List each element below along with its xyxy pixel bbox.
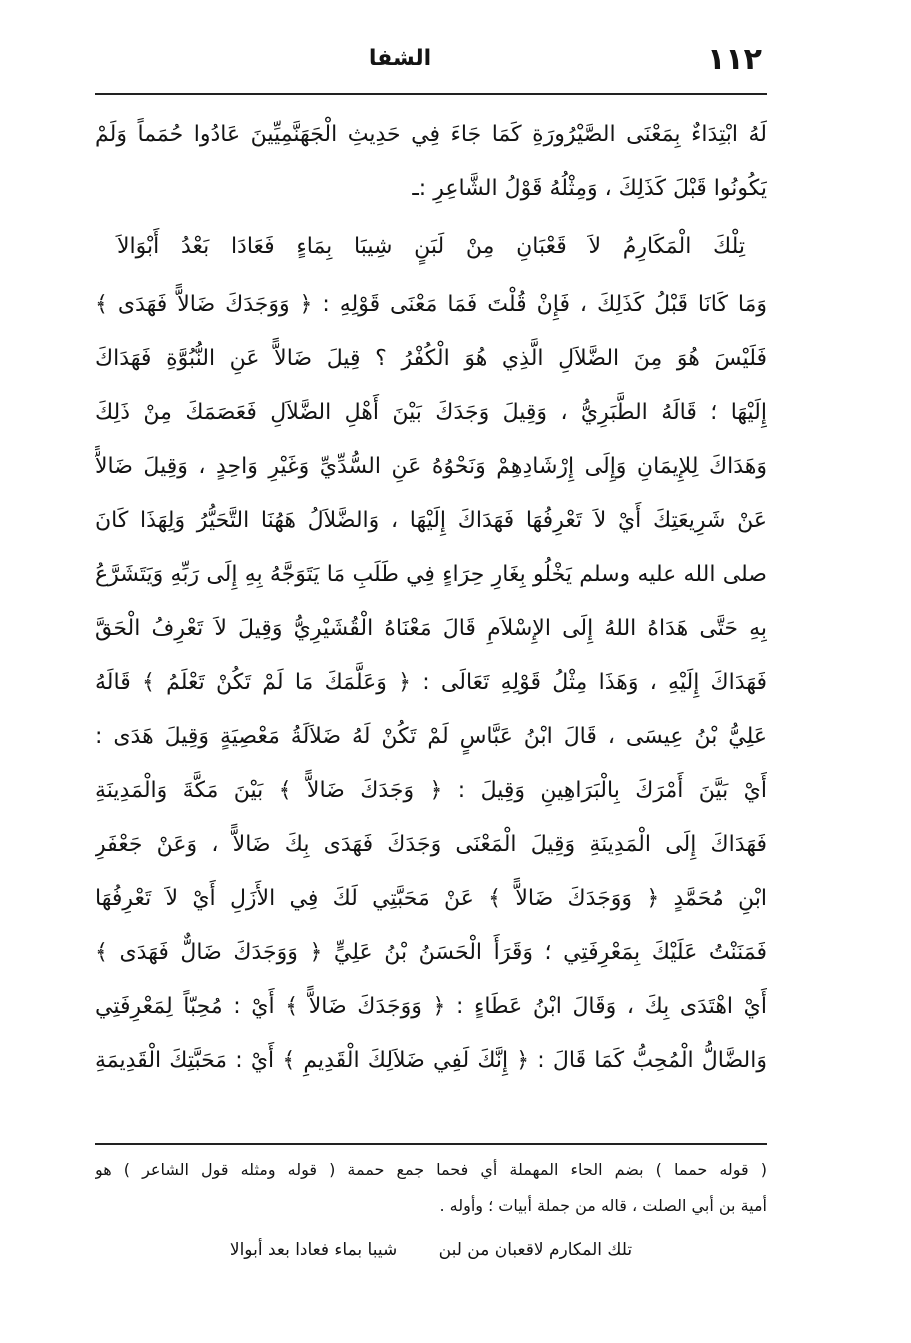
text-line: أَيْ اهْتَدَى بِكَ ، وَقَالَ ابْنُ عَطَاءٍ : ﴿ وَوَجَدَكَ ضَالاًّ ﴾ أَيْ : مُحِبّاً لِمَعْرِفَتِي <box>95 994 767 1019</box>
footnotes <box>95 1152 767 1272</box>
verse-first-hemistich: تلك المكارم لاقعبان من لبن <box>438 1240 633 1260</box>
text-line: وَمَا كَانَا قَبْلُ كَذَلِكَ ، فَإِنْ قُلْتَ فَمَا مَعْنَى قَوْلِهِ : ﴿ وَوَجَدَكَ ضَالاًّ فَهَدَى ﴾ <box>95 292 767 317</box>
text-line: وَهَدَاكَ لِلإِيمَانِ وَإِلَى إِرْشَادِهِمْ وَنَحْوُهُ عَنِ السُّدِّيِّ وَغَيْرِ وَاحِدٍ ، وَقِيلَ ضَالاًّ <box>95 454 767 479</box>
footnote-line: أمية بن أبي الصلت ، قاله من جملة أبيات ؛ وأوله . <box>439 1196 767 1215</box>
running-title: الشفا <box>368 46 432 71</box>
text-line: يَكُونُوا قَبْلَ كَذَلِكَ ، وَمِثْلُهُ قَوْلُ الشَّاعِرِ :ـ <box>412 176 767 201</box>
text-line: فَمَنَنْتُ عَلَيْكَ بِمَعْرِفَتِي ؛ وَقَرَأَ الْحَسَنُ بْنُ عَلِيٍّ ﴿ وَوَجَدَكَ ضَالٌّ فَهَدَى ﴾ <box>95 940 767 965</box>
text-line: فَهَدَاكَ إِلَيْهِ ، وَهَذَا مِثْلُ قَوْلِهِ تَعَالَى : ﴿ وَعَلَّمَكَ مَا لَمْ تَكُنْ تَعْلَمُ ﴾ قَالَهُ <box>95 670 767 695</box>
text-line: وَالضَّالُّ الْمُحِبُّ كَمَا قَالَ : ﴿ إِنَّكَ لَفِي ضَلاَلِكَ الْقَدِيمِ ﴾ أَيْ : مَحَبَّتِكَ الْقَدِيمَةِ <box>95 1048 767 1073</box>
text-line: فَلَيْسَ هُوَ مِنَ الضَّلاَلِ الَّذِي هُوَ الْكُفْرُ ؟ قِيلَ ضَالاًّ عَنِ النُّبُوَّةِ فَهَدَاكَ <box>95 346 767 371</box>
main-text <box>95 108 767 1088</box>
poem-verse: تِلْكَ الْمَكَارِمُ لاَ قَعْبَانِ مِنْ لَبَنٍ شِيبَا بِمَاءٍ فَعَادَا بَعْدُ أَبْوَالاَ <box>117 234 745 259</box>
verse-second-hemistich: شيبا بماء فعادا بعد أبوالا <box>229 1240 398 1260</box>
text-line: عَنْ شَرِيعَتِكَ أَيْ لاَ تَعْرِفُهَا فَهَدَاكَ إِلَيْهَا ، وَالضَّلاَلُ هَهُنَا التَّحَيُّرُ وَلِهَذَا كَانَ <box>95 508 767 533</box>
header-rule <box>95 93 767 95</box>
text-line: صلى الله عليه وسلم يَخْلُو بِغَارِ حِرَاءٍ فِي طَلَبِ مَا يَتَوَجَّهُ بِهِ إِلَى رَبِّهِ وَيَتَشَرَّعُ <box>95 562 767 587</box>
text-line: بِهِ حَتَّى هَدَاهُ اللهُ إِلَى الإِسْلاَمِ قَالَ مَعْنَاهُ الْقُشَيْرِيُّ وَقِيلَ لاَ تَعْرِفُ الْحَقَّ <box>95 616 767 641</box>
page-number: ١١٢ <box>707 42 762 77</box>
text-line: عَلِيُّ بْنُ عِيسَى ، قَالَ ابْنُ عَبَّاسٍ لَمْ تَكُنْ لَهُ ضَلاَلَةُ مَعْصِيَةٍ وَقِيلَ هَدَى : <box>95 724 767 749</box>
footnote-rule <box>95 1143 767 1145</box>
text-line: فَهَدَاكَ إِلَى الْمَدِينَةِ وَقِيلَ الْمَعْنَى وَجَدَكَ فَهَدَى بِكَ ضَالاًّ ، وَعَنْ جَعْفَرِ <box>95 832 767 857</box>
footnote-verse <box>95 1228 767 1272</box>
footnote-line: ( قوله حمما ) بضم الحاء المهملة أي فحما جمع حممة ( قوله ومثله قول الشاعر ) هو <box>95 1160 767 1179</box>
text-line: ابْنِ مُحَمَّدٍ ﴿ وَوَجَدَكَ ضَالاًّ ﴾ عَنْ مَحَبَّتِي لَكَ فِي الأَزَلِ أَيْ لاَ تَعْرِفُهَا <box>95 886 767 911</box>
text-line: إِلَيْهَا ؛ قَالَهُ الطَّبَرِيُّ ، وَقِيلَ وَجَدَكَ بَيْنَ أَهْلِ الضَّلاَلِ فَعَصَمَكَ مِنْ ذَلِكَ <box>95 400 767 425</box>
text-line: أَيْ بَيَّنَ أَمْرَكَ بِالْبَرَاهِينِ وَقِيلَ : ﴿ وَجَدَكَ ضَالاًّ ﴾ بَيْنَ مَكَّةَ وَالْمَدِينَةِ <box>95 778 767 803</box>
text-line: لَهُ ابْتِدَاءٌ بِمَعْنَى الصَّيْرُورَةِ كَمَا جَاءَ فِي حَدِيثِ الْجَهَنَّمِيِّينَ عَادُوا حُمَماً وَلَمْ <box>95 122 767 147</box>
